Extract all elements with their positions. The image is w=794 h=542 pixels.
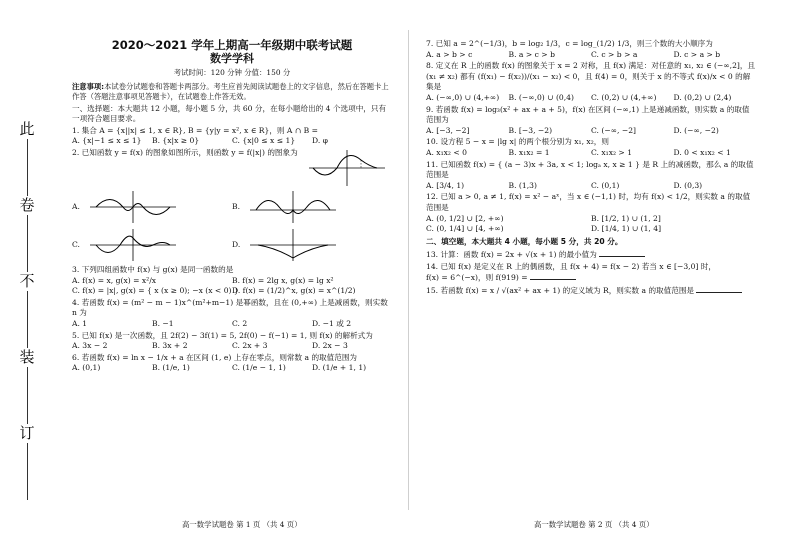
left-column: [72, 38, 392, 375]
question-9: [426, 105, 756, 137]
option-list: [72, 276, 392, 297]
option-d: D. (0,3): [673, 180, 703, 190]
option-list: [72, 136, 392, 147]
option-d: D. (1/e + 1, 1): [312, 363, 367, 373]
question-13: [426, 249, 756, 261]
option-d: D. c > a > b: [673, 49, 721, 59]
question-12: [426, 192, 756, 234]
option-c: C. (0,2) ∪ (4,+∞): [591, 92, 657, 102]
option-d: D. 0 < x₁x₂ < 1: [673, 147, 731, 157]
option-list: [426, 214, 756, 235]
question-5: [72, 331, 392, 352]
graph-a: [88, 190, 178, 224]
option-list: [72, 363, 392, 374]
question-3: [72, 265, 392, 297]
question-stem: 12. 已知 a > 0, a ≠ 1, f(x) = x² − aˣ，当 x ∈ (−1,1) 时，均有 f(x) < 1/2，则实数 a 的取值范围是: [426, 192, 751, 212]
question-1: [72, 126, 392, 147]
q2-reference-graph: [307, 148, 387, 188]
question-stem: 1. 集合 A = {x||x| ≤ 1, x ∈ R}, B = {y|y = x², x ∈ R}，则 A ∩ B =: [72, 125, 318, 135]
option-a: A. [3/4, 1): [426, 180, 465, 190]
graph-d: [248, 228, 338, 262]
option-a: A. [−3, −2]: [426, 125, 470, 135]
option-d: D. φ: [312, 136, 328, 146]
question-stem: 9. 若函数 f(x) = log₃(x² + ax + a + 5)，f(x) 在区间 (−∞,1) 上是递减函数，则实数 a 的取值范围为: [426, 104, 750, 125]
option-d: D. (0,2) ∪ (2,4): [673, 92, 732, 102]
notice-label: 注意事项:: [72, 81, 105, 91]
question-stem: 4. 若函数 f(x) = (m² − m − 1)x^(m²+m−1) 是幂函数，且在 (0,+∞) 上是减函数，则实数 n 为: [72, 297, 388, 318]
binding-seal: [10, 120, 44, 500]
question-4: [72, 298, 392, 330]
question-10: [426, 137, 756, 158]
graph-c: [88, 228, 178, 262]
option-c: C. {x|0 ≤ x ≤ 1}: [232, 136, 296, 146]
question-11: [426, 160, 756, 192]
option-a: A. {x|−1 ≤ x ≤ 1}: [72, 136, 142, 146]
option-list: [72, 341, 392, 352]
option-b: B. {x|x ≥ 0}: [152, 136, 200, 146]
footer-right: 高一数学试题卷 第 2 页 （共 4 页）: [534, 520, 654, 529]
question-stem: 10. 设方程 5 − x = |lg x| 的两个根分别为 x₁, x₂，则: [426, 137, 609, 147]
question-8: [426, 61, 756, 103]
option-b: B. [1/2, 1) ∪ (1, 2]: [591, 213, 661, 223]
option-label: D.: [232, 239, 241, 249]
notice: [72, 82, 392, 102]
option-c: C. (0, 1/4] ∪ [4, +∞): [426, 224, 504, 234]
answer-blank: [599, 249, 645, 257]
option-b: B. (−∞,0) ∪ (0,4): [508, 92, 574, 102]
option-a: A. a > b > c: [426, 49, 473, 59]
question-stem: 7. 已知 a = 2^(−1/3)，b = log₂ 1/3，c = log_(1/2) 1/3，则三个数的大小顺序为: [426, 39, 713, 48]
option-d: D. −1 或 2: [312, 318, 352, 328]
question-stem: 14. 已知 f(x) 是定义在 R 上的偶函数，且 f(x + 4) = f(x − 2) 若当 x ∈ [−3,0] 时，: [426, 261, 716, 271]
option-a: A. x₁x₂ < 0: [426, 147, 467, 157]
seal-line: [27, 215, 28, 272]
option-list: [72, 319, 392, 330]
answer-blank: [530, 272, 576, 280]
question-2: [72, 148, 392, 264]
page-divider: [408, 30, 409, 510]
seal-char: 装: [19, 348, 35, 366]
option-c: C. x₁x₂ > 1: [591, 147, 633, 157]
option-list: [426, 50, 756, 61]
option-c: C. (−∞, −2]: [591, 125, 637, 135]
seal-line: [27, 443, 28, 500]
option-list: [426, 126, 756, 137]
right-column: [426, 38, 756, 298]
option-c: C. (1/e − 1, 1): [232, 363, 286, 373]
option-a: A. (−∞,0) ∪ (4,+∞): [426, 92, 500, 102]
exam-subject: 数学学科: [210, 52, 254, 65]
seal-char: 订: [19, 424, 35, 442]
option-b: B. 3x + 2: [152, 341, 188, 351]
option-b: B. f(x) = 2lg x, g(x) = lg x²: [232, 275, 334, 285]
option-b: B. [−3, −2): [508, 125, 553, 135]
question-14: [426, 262, 756, 284]
option-b: B. −1: [152, 318, 174, 328]
option-d: D. 2x − 3: [312, 341, 348, 351]
question-stem: 2. 已知函数 y = f(x) 的图象如图所示，则函数 y = f(|x|) 的图象为: [72, 147, 298, 157]
footer-left: 高一数学试题卷 第 1 页 （共 4 页）: [182, 520, 302, 529]
option-label: C.: [72, 239, 80, 249]
option-a: A. (0, 1/2] ∪ [2, +∞): [426, 213, 504, 223]
option-b: B. (1/e, 1): [152, 363, 190, 373]
option-list: [426, 93, 756, 104]
option-d: D. f(x) = (1/2)^x, g(x) = x^(1/2): [232, 286, 356, 296]
option-list: [426, 148, 756, 159]
q2-option-a: [72, 190, 232, 224]
option-c: C. 2x + 3: [232, 341, 268, 351]
question-stem: 5. 已知 f(x) 是一次函数，且 2f(2) − 3f(1) = 5, 2f(0) − f(−1) = 1, 则 f(x) 的解析式为: [72, 330, 373, 340]
option-c: C. (0,1): [591, 180, 620, 190]
section2-heading: 二、填空题，本大题共 4 小题，每小题 5 分，共 20 分。: [426, 236, 623, 246]
q2-option-c: [72, 228, 232, 262]
seal-line: [27, 291, 28, 348]
question-stem: 11. 已知函数 f(x) = { (a − 3)x + 3a, x < 1; logₐ x, x ≥ 1 } 是 R 上的减函数，那么 a 的取值范围是: [426, 159, 754, 180]
question-6: [72, 353, 392, 374]
seal-char: 此: [19, 120, 35, 138]
seal-line: [27, 367, 28, 424]
option-c: C. 2: [232, 318, 248, 328]
option-c: C. f(x) = |x|, g(x) = { x (x ≥ 0); −x (x < 0) }: [72, 286, 239, 296]
option-a: A. 3x − 2: [72, 341, 108, 351]
seal-char: 卷: [19, 196, 35, 214]
question-15: [426, 285, 756, 297]
option-a: A. 1: [72, 318, 88, 328]
option-d: D. [1/4, 1) ∪ (1, 4]: [591, 224, 662, 234]
q2-option-d: [232, 228, 392, 262]
exam-title: 2020～2021 学年上期高一年级期中联考试题: [111, 38, 353, 52]
question-stem: 6. 若函数 f(x) = ln x − 1/x + a 在区间 (1, e) 上存在零点，则常数 a 的取值范围为: [72, 352, 358, 362]
option-c: C. c > b > a: [591, 49, 638, 59]
question-stem-cont: f(x) = 6^(−x)，则 f(919) =: [426, 273, 528, 283]
option-a: A. (0,1): [72, 363, 101, 373]
question-stem: 8. 定义在 R 上的函数 f(x) 的图象关于 x = 2 对称，且 f(x) 满足：对任意的 x₁, x₂ ∈ (−∞,2]，且 (x₁ ≠ x₂) 都有 (f(x₁) − f(x₂))/(x₁ − x₂) < 0，且 f(4) = 0，则关于 x 的不等式 f(x)/x < 0 的解集是: [426, 61, 756, 92]
section1-heading: 一、选择题：本大题共 12 小题，每小题 5 分，共 60 分，在每小题给出的 4 个选项中，只有一项符合题目要求。: [72, 103, 387, 124]
exam-info: 考试时间：120 分钟 分值：150 分: [173, 68, 291, 77]
option-a: A. f(x) = x, g(x) = x²/x: [72, 275, 157, 285]
answer-blank: [696, 285, 742, 293]
q2-option-b: [232, 190, 392, 224]
graph-b: [248, 190, 338, 224]
option-d: D. (−∞, −2): [673, 125, 719, 135]
seal-line: [27, 139, 28, 196]
seal-char: 不: [19, 272, 35, 290]
question-7: [426, 39, 756, 60]
option-b: B. x₁x₂ = 1: [508, 147, 550, 157]
option-b: B. (1,3): [508, 180, 537, 190]
question-stem: 3. 下列四组函数中 f(x) 与 g(x) 是同一函数的是: [72, 264, 234, 274]
notice-text: 本试卷分试题卷和答题卡两部分。考生应首先阅读试题卷上的文字信息，然后在答题卡上作答（答题注意事项见答题卡），在试题卷上作答无效。: [72, 81, 389, 101]
question-stem: 15. 若函数 f(x) = x / √(ax² + ax + 1) 的定义域为 R，则实数 a 的取值范围是: [426, 286, 695, 296]
option-label: B.: [232, 201, 240, 211]
option-b: B. a > c > b: [508, 49, 555, 59]
option-list: [426, 181, 756, 192]
question-stem: 13. 计算：函数 f(x) = 2x + √(x + 1) 的最小值为: [426, 250, 597, 260]
option-label: A.: [72, 201, 80, 211]
